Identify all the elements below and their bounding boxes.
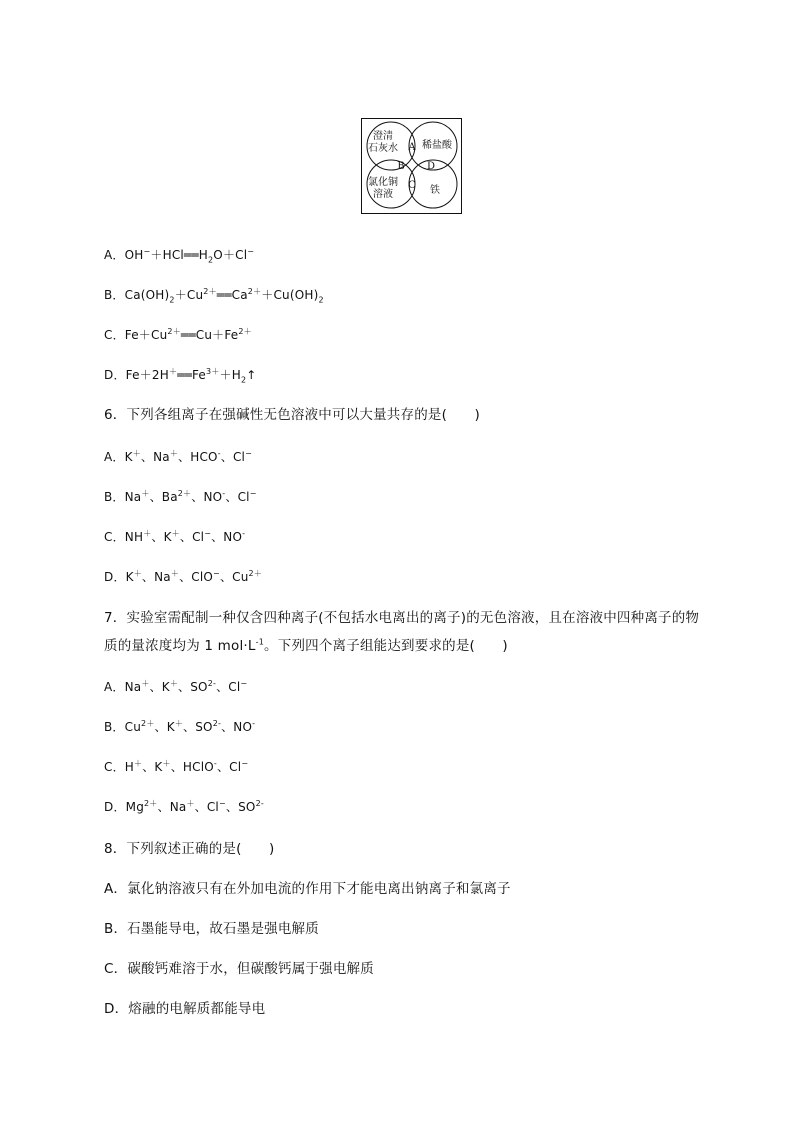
overlap-d: D bbox=[426, 161, 436, 172]
q6-option-b: B．Na＋、$Ba^{2+}$、NO-、Cl− bbox=[104, 489, 257, 504]
q6-option-a: A．K＋、Na＋、HCO-、Cl− bbox=[104, 449, 253, 464]
q5-option-a: A．$OH^-+HCl══H_2O+Cl^-$ bbox=[104, 247, 255, 265]
q8-option-c: C．碳酸钙难溶于水，但碳酸钙属于强电解质 bbox=[104, 961, 374, 977]
q7-option-c: C．H＋、K＋、HClO-、Cl− bbox=[104, 759, 249, 774]
q6-option-d: D．K＋、Na＋、ClO−、$Cu^{2+}$ bbox=[104, 569, 263, 584]
venn-diagram bbox=[361, 118, 462, 214]
q7-option-a: A．Na＋、K＋、$SO^{2-}$、Cl− bbox=[104, 679, 248, 694]
limewater-label-1: 澄清 bbox=[373, 131, 393, 142]
q5-option-c: C．$Fe+Cu^{2+}══Cu+Fe^{2+}$ bbox=[104, 327, 252, 342]
overlap-a: A bbox=[408, 142, 416, 153]
cucl2-label-2: 溶液 bbox=[373, 189, 393, 200]
q8-option-b: B．石墨能导电，故石墨是强电解质 bbox=[104, 921, 319, 937]
q8-option-a: A．氯化钠溶液只有在外加电流的作用下才能电离出钠离子和氯离子 bbox=[104, 881, 511, 897]
q7-option-d: D．$Mg^{2+}$、Na＋、Cl−、$SO^{2-}$ bbox=[104, 799, 264, 814]
q6-stem: 6．下列各组离子在强碱性无色溶液中可以大量共存的是( ) bbox=[104, 407, 480, 423]
q8-option-d: D．熔融的电解质都能导电 bbox=[104, 1001, 266, 1017]
cucl2-label-1: 氯化铜 bbox=[368, 177, 398, 188]
q7-stem-line-1: 7．实验室需配制一种仅含四种离子(不包括水电离出的离子)的无色溶液，且在溶液中四种离子的物 bbox=[104, 610, 700, 626]
overlap-c: C bbox=[408, 180, 416, 191]
q5-option-b: B．$Ca(OH)_2+Cu^{2+}══Ca^{2+}+Cu(OH)_2$ bbox=[104, 287, 324, 305]
q5-option-d: D．$Fe+2H^+══Fe^{3+}+H_2↑$ bbox=[104, 367, 257, 385]
iron-label: 铁 bbox=[430, 185, 440, 196]
limewater-label-2: 石灰水 bbox=[368, 143, 398, 154]
q7-stem-line-2: 质的量浓度均为 1 $mol\cdot L^{-1}$。下列四个离子组能达到要求的是( ) bbox=[104, 637, 508, 654]
q6-option-c: C．NH＋、K＋、Cl−、NO- bbox=[104, 529, 246, 544]
q8-stem: 8．下列叙述正确的是( ) bbox=[104, 841, 275, 857]
q7-option-b: B．$Cu^{2+}$、K＋、$SO^{2-}$、NO- bbox=[104, 719, 256, 734]
overlap-b: B bbox=[397, 161, 405, 172]
acid-label: 稀盐酸 bbox=[422, 140, 452, 151]
